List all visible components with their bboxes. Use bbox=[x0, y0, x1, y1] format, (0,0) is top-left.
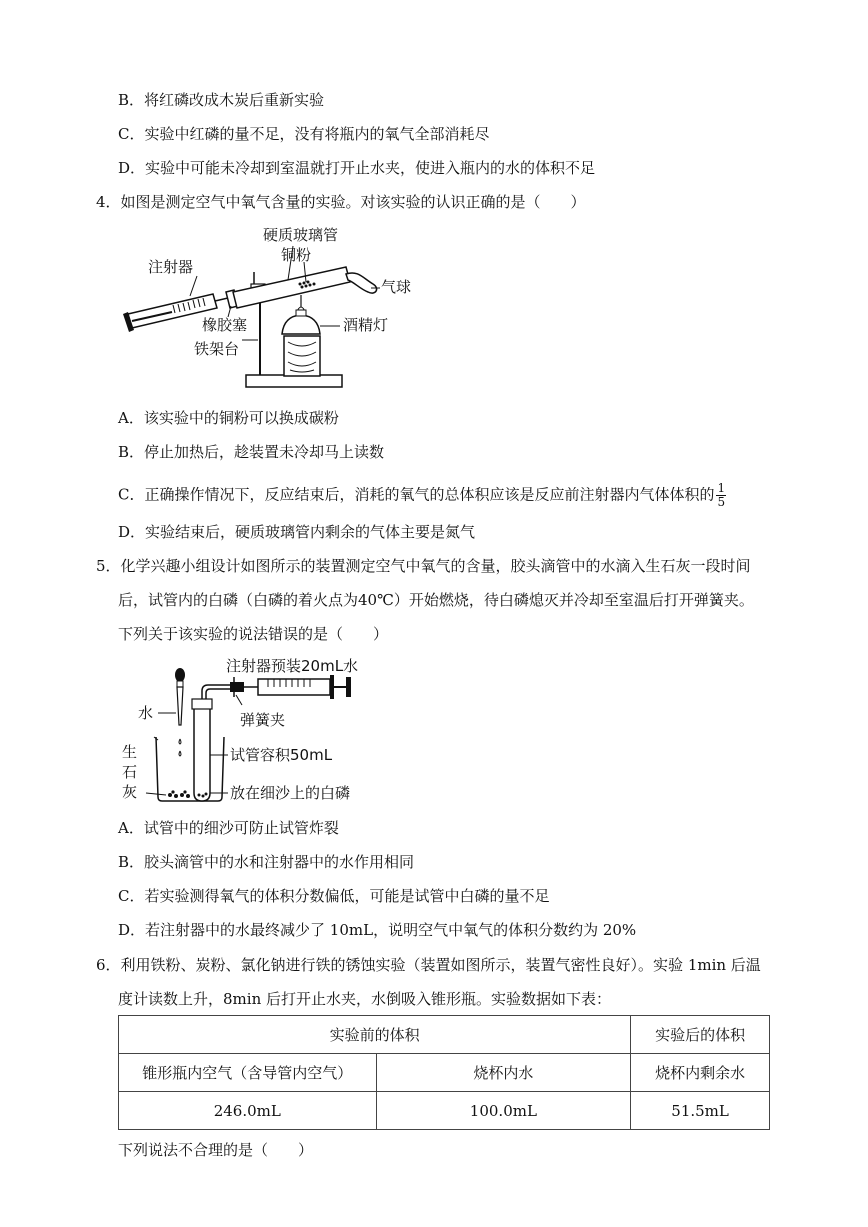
q5-option-b: B．胶头滴管中的水和注射器中的水作用相同 bbox=[118, 853, 415, 871]
val-remaining-water: 51.5mL bbox=[631, 1092, 770, 1130]
q4-figure bbox=[118, 222, 418, 392]
q5-stem-line1: 5．化学兴趣小组设计如图所示的装置测定空气中氧气的含量，胶头滴管中的水滴入生石灰一段时间 bbox=[96, 557, 751, 575]
glass-tube bbox=[233, 267, 350, 308]
q3-option-d: D．实验中可能未冷却到室温就打开止水夹，使进入瓶内的水的体积不足 bbox=[118, 159, 596, 177]
col-remaining-water: 烧杯内剩余水 bbox=[631, 1054, 770, 1092]
val-beaker-water: 100.0mL bbox=[376, 1092, 631, 1130]
q5-option-a: A．试管中的细沙可防止试管炸裂 bbox=[118, 819, 339, 837]
q3-option-c: C．实验中红磷的量不足，没有将瓶内的氧气全部消耗尽 bbox=[118, 125, 490, 143]
syringe-drawing bbox=[244, 675, 351, 699]
label-lime-1: 生 bbox=[122, 743, 138, 761]
label-balloon: 气球 bbox=[381, 278, 412, 296]
q4-stem: 4．如图是测定空气中氧气含量的实验。对该实验的认识正确的是（ ） bbox=[96, 193, 586, 211]
q6-stem-line2: 度计读数上升，8min 后打开止水夹，水倒吸入锥形瓶。实验数据如下表： bbox=[118, 990, 611, 1008]
label-water: 水 bbox=[138, 704, 154, 722]
label-clamp: 弹簧夹 bbox=[240, 711, 286, 729]
q3-option-b: B．将红磷改成木炭后重新实验 bbox=[118, 91, 325, 109]
label-lime-3: 灰 bbox=[122, 783, 138, 801]
header-after: 实验后的体积 bbox=[631, 1016, 770, 1054]
label-syringe: 注射器预装20mL水 bbox=[226, 657, 359, 675]
label-syringe: 注射器 bbox=[148, 258, 194, 276]
q5-option-d: D．若注射器中的水最终减少了 10mL，说明空气中氧气的体积分数约为 20% bbox=[118, 921, 637, 939]
label-copper: 铜粉 bbox=[281, 246, 312, 264]
label-stand: 铁架台 bbox=[194, 340, 240, 358]
q4-option-c-text: C．正确操作情况下，反应结束后，消耗的氧气的总体积应该是反应前注射器内气体体积的 bbox=[118, 485, 715, 504]
label-tube: 试管容积50mL bbox=[230, 746, 333, 764]
q5-option-c: C．若实验测得氧气的体积分数偏低，可能是试管中白磷的量不足 bbox=[118, 887, 550, 905]
q5-stem-line2: 后，试管内的白磷（白磷的着火点为40℃）开始燃烧，待白磷熄灭并冷却至室温后打开弹簧夹。 bbox=[118, 591, 754, 609]
q6-data-table bbox=[118, 1015, 770, 1130]
q4-option-a: A．该实验中的铜粉可以换成碳粉 bbox=[118, 409, 339, 427]
label-lime-2: 石 bbox=[122, 763, 138, 781]
balloon bbox=[346, 273, 377, 293]
label-tube: 硬质玻璃管 bbox=[263, 226, 339, 244]
dropper-drawing bbox=[158, 668, 185, 725]
col-beaker-water: 烧杯内水 bbox=[376, 1054, 631, 1092]
table-header-row bbox=[119, 1016, 770, 1054]
q5-stem-line3: 下列关于该实验的说法错误的是（ ） bbox=[118, 625, 389, 643]
val-flask-air: 246.0mL bbox=[119, 1092, 377, 1130]
spring-clamp bbox=[230, 682, 244, 692]
table-subheader-row bbox=[119, 1054, 770, 1092]
q4-option-b: B．停止加热后，趁装置未冷却马上读数 bbox=[118, 443, 385, 461]
label-lamp: 酒精灯 bbox=[343, 316, 389, 334]
fraction-one-fifth: $\frac{1}{5}$ bbox=[717, 481, 726, 509]
table-row bbox=[119, 1092, 770, 1130]
label-phosphorus: 放在细沙上的白磷 bbox=[230, 784, 351, 802]
alcohol-lamp bbox=[282, 295, 320, 334]
q5-figure bbox=[118, 655, 378, 805]
test-tube bbox=[194, 707, 210, 801]
header-before: 实验前的体积 bbox=[119, 1016, 631, 1054]
q4-option-c bbox=[118, 482, 726, 509]
q6-stem-line1: 6．利用铁粉、炭粉、氯化钠进行铁的锈蚀实验（装置如图所示，装置气密性良好）。实验 1min 后温 bbox=[96, 956, 761, 974]
beaker bbox=[156, 737, 224, 801]
col-flask-air: 锥形瓶内空气（含导管内空气） bbox=[119, 1054, 377, 1092]
stand-base bbox=[246, 375, 342, 387]
q6-tail: 下列说法不合理的是（ ） bbox=[118, 1141, 314, 1159]
label-stopper: 橡胶塞 bbox=[202, 316, 248, 334]
q4-option-d: D．实验结束后，硬质玻璃管内剩余的气体主要是氮气 bbox=[118, 523, 476, 541]
